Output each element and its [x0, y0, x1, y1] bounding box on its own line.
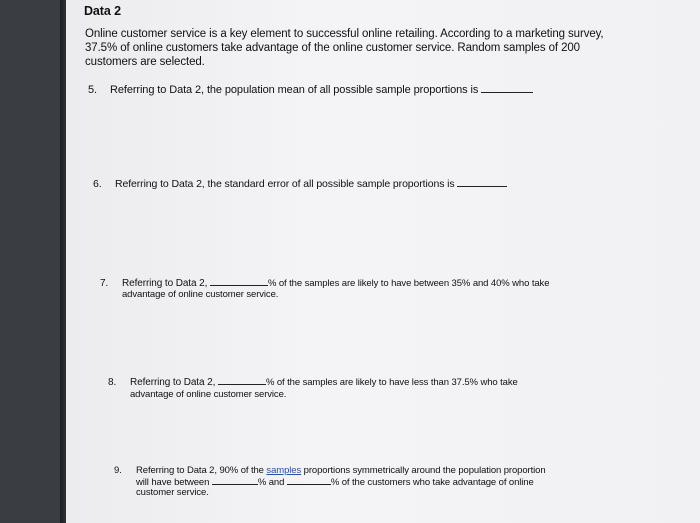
- question-7-answer-blank[interactable]: [210, 275, 268, 286]
- question-9-text-c: will have between: [136, 477, 210, 488]
- question-8-answer-blank[interactable]: [218, 374, 266, 385]
- question-7: [100, 275, 549, 300]
- question-9-text-a: Referring to Data 2, 90% of the: [136, 465, 264, 476]
- question-8: [108, 374, 518, 401]
- question-7-text-a: Referring to Data 2,: [122, 278, 208, 289]
- question-9-text-e: % of the customers who take advantage of online: [330, 477, 534, 488]
- question-9-answer-blank-1[interactable]: [212, 476, 258, 485]
- question-9-text-f: customer service.: [136, 487, 209, 498]
- question-9: [114, 466, 546, 498]
- intro-line-3: customers are selected.: [85, 56, 205, 68]
- intro-paragraph: [85, 27, 605, 69]
- question-7-text-c: advantage of online customer service.: [122, 289, 279, 300]
- question-5: [88, 82, 533, 96]
- document-page: [66, 0, 700, 523]
- question-6-answer-blank[interactable]: [457, 176, 507, 187]
- question-9-text-b: proportions symmetrically around the population proportion: [303, 465, 546, 476]
- question-6: [93, 176, 507, 190]
- question-8-text-c: advantage of online customer service.: [130, 389, 287, 400]
- intro-line-2: 37.5% of online customers take advantage of the online customer service. Random samples of 200: [85, 42, 580, 54]
- question-5-number: 5.: [88, 84, 97, 96]
- intro-line-1: Online customer service is a key element to successful online retailing. According to a marketing survey,: [85, 28, 604, 40]
- page-title: Data 2: [84, 4, 121, 18]
- question-9-text-d: % and: [257, 477, 285, 488]
- question-7-number: 7.: [100, 278, 109, 289]
- question-6-number: 6.: [93, 178, 102, 190]
- question-9-samples-link[interactable]: samples: [266, 465, 302, 476]
- question-6-text: Referring to Data 2, the standard error of all possible sample proportions is: [115, 178, 455, 190]
- question-5-answer-blank[interactable]: [481, 82, 533, 93]
- question-8-number: 8.: [108, 377, 117, 388]
- question-7-text-b: % of the samples are likely to have between 35% and 40% who take: [267, 278, 550, 289]
- question-8-text-b: % of the samples are likely to have less than 37.5% who take: [265, 377, 518, 388]
- question-5-text: Referring to Data 2, the population mean of all possible sample proportions is: [110, 84, 479, 96]
- question-9-answer-blank-2[interactable]: [287, 476, 331, 485]
- question-8-text-a: Referring to Data 2,: [130, 377, 216, 388]
- question-9-number: 9.: [114, 465, 122, 476]
